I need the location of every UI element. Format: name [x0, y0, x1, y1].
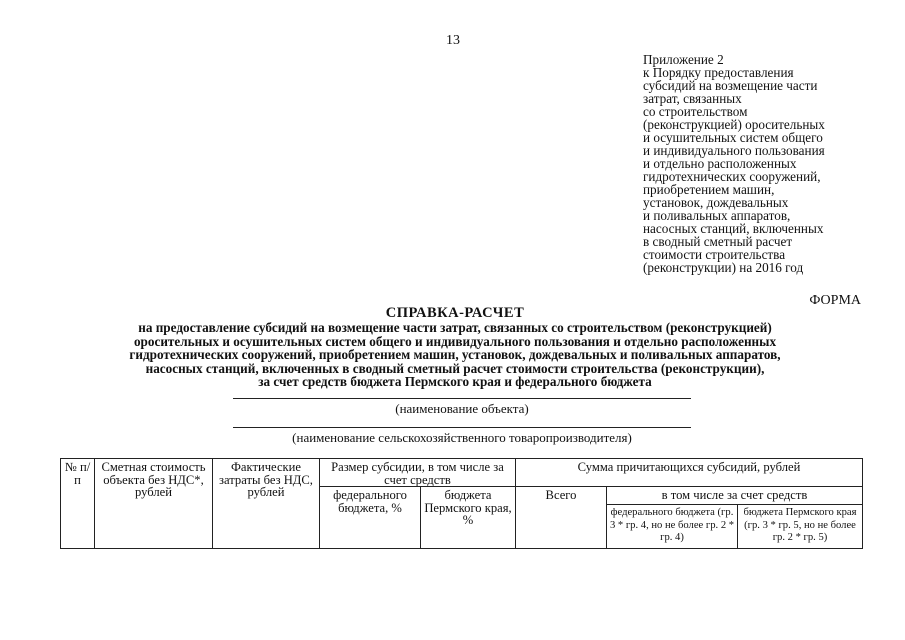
appendix-line: и отдельно расположенных [643, 156, 797, 171]
page-number: 13 [446, 33, 460, 48]
appendix-line: (реконструкцией) оросительных [643, 117, 825, 132]
header-regional-pct: бюджета Пермского края, % [421, 487, 516, 549]
header-num: № п/п [61, 459, 95, 549]
producer-name-caption: (наименование сельскохозяйственного товаропроизводителя) [292, 430, 632, 445]
appendix-line: приобретением машин, [643, 182, 775, 197]
object-name-caption: (наименование объекта) [395, 401, 529, 416]
header-federal-sum: федерального бюджета (гр. 3 * гр. 4, но не более гр. 2 * гр. 4) [607, 505, 738, 549]
appendix-line: субсидий на возмещение части [643, 78, 818, 93]
appendix-line: к Порядку предоставления [643, 65, 794, 80]
header-total: Всего [516, 487, 607, 549]
header-regional-sum: бюджета Пермского края (гр. 3 * гр. 5, но не более гр. 2 * гр. 5) [738, 505, 863, 549]
form-label: ФОРМА [809, 293, 861, 308]
header-subsidy-size: Размер субсидии, в том числе за счет средств [320, 459, 516, 487]
header-federal-pct: федерального бюджета, % [320, 487, 421, 549]
title-line: гидротехнических сооружений, приобретением машин, установок, дождевальных и поливальных аппаратов, [129, 347, 781, 363]
title-line: за счет средств бюджета Пермского края и федерального бюджета [258, 374, 652, 390]
appendix-line: стоимости строительства [643, 247, 786, 262]
title-main: СПРАВКА-РАСЧЕТ [385, 305, 525, 321]
appendix-line: со строительством [643, 104, 748, 119]
appendix-line: и поливальных аппаратов, [643, 208, 791, 223]
appendix-note [643, 53, 883, 274]
calculation-table [60, 458, 863, 549]
title-line: на предоставление субсидий на возмещение части затрат, связанных со строительством (реконструкцией) [138, 320, 772, 335]
producer-name-line [233, 427, 691, 428]
appendix-line: и осушительных систем общего [643, 130, 823, 145]
object-name-line [233, 398, 691, 399]
appendix-line: (реконструкции) на 2016 год [643, 260, 804, 275]
appendix-line: затрат, связанных [643, 91, 742, 106]
title-line: насосных станций, включенных в сводный сметный расчет стоимости строительства (реконструкции), [145, 360, 765, 376]
appendix-line: гидротехнических сооружений, [643, 169, 821, 184]
header-sum-due: Сумма причитающихся субсидий, рублей [516, 459, 863, 487]
title-line: оросительных и осушительных систем общего и индивидуального пользования и отдельно расположенных [133, 333, 777, 349]
header-estimated-cost: Сметная стоимость объекта без НДС*, рублей [95, 459, 213, 549]
appendix-line: Приложение 2 [643, 52, 724, 67]
appendix-line: насосных станций, включенных [643, 221, 824, 236]
appendix-line: в сводный сметный расчет [643, 234, 793, 249]
appendix-line: установок, дождевальных [643, 195, 789, 210]
appendix-line: и индивидуального пользования [643, 143, 825, 158]
header-actual-costs: Фактические затраты без НДС, рублей [213, 459, 320, 549]
document-title [60, 305, 850, 389]
header-including: в том числе за счет средств [607, 487, 863, 505]
